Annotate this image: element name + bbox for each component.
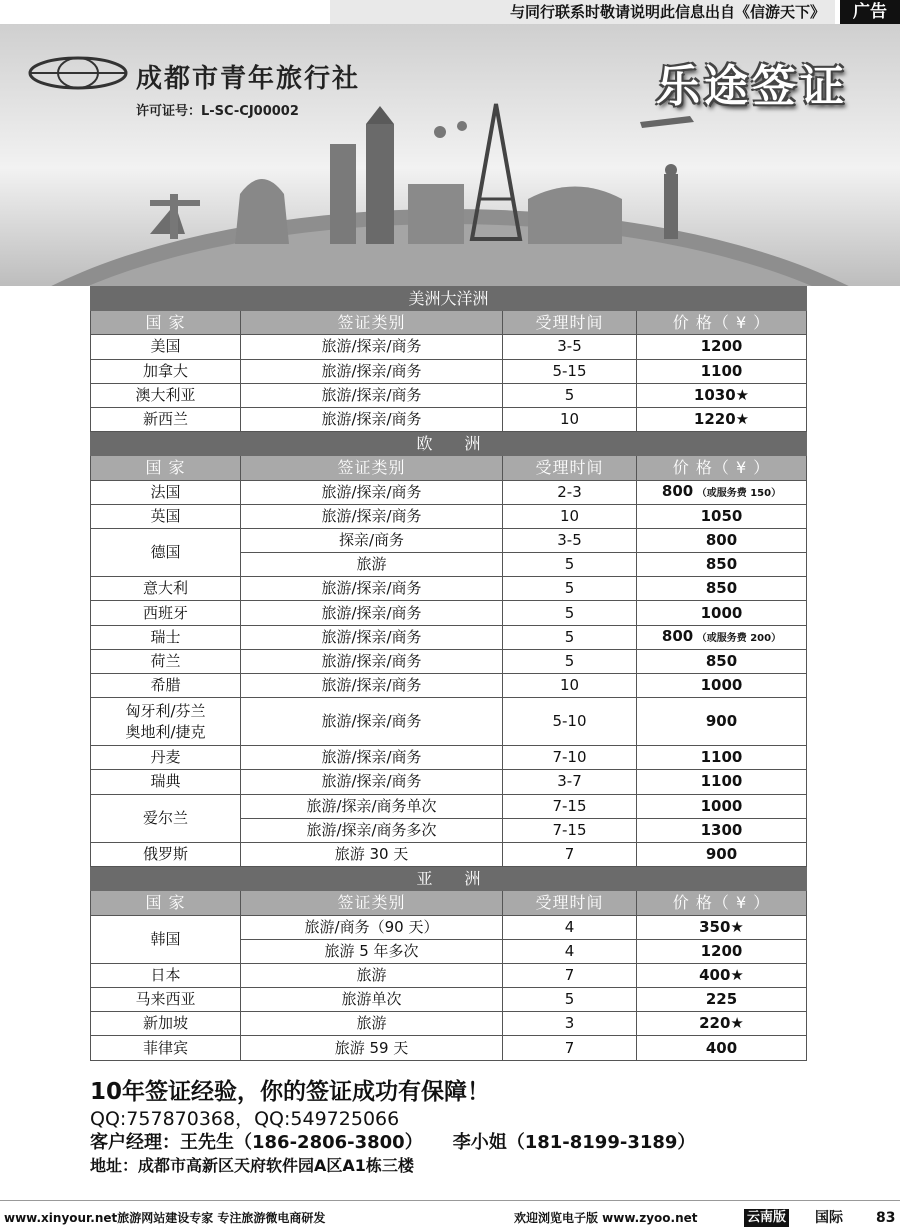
processing-time-cell: 5 — [503, 553, 637, 577]
country-cell: 德国 — [91, 528, 241, 576]
price-cell — [637, 915, 807, 939]
processing-time-cell: 5 — [503, 988, 637, 1012]
account-managers — [90, 1128, 725, 1154]
visa-type-cell: 旅游/探亲/商务 — [241, 359, 503, 383]
header-image — [0, 24, 900, 286]
region-row — [91, 287, 807, 311]
page-number: 83 — [876, 1210, 896, 1226]
price-cell — [637, 504, 807, 528]
processing-time-cell: 5 — [503, 601, 637, 625]
country-cell: 爱尔兰 — [91, 794, 241, 842]
footer-ad-text: www.xinyour.net旅游网站建设专家 专注旅游微电商研发 — [4, 1211, 326, 1225]
visa-type-cell: 旅游/探亲/商务 — [241, 504, 503, 528]
country-cell: 英国 — [91, 504, 241, 528]
table-row — [91, 528, 807, 552]
region-name: 欧 洲 — [91, 432, 807, 456]
price-value: 1200 — [700, 941, 743, 960]
price-value: 1200 — [700, 337, 743, 356]
visa-type-cell: 旅游/探亲/商务 — [241, 480, 503, 504]
processing-time-cell: 3 — [503, 1012, 637, 1036]
country-header: 国 家 — [91, 311, 241, 335]
price-value: 400★ — [699, 965, 744, 984]
price-value: 900 — [705, 712, 738, 731]
table-row — [91, 359, 807, 383]
price-value: 1030★ — [693, 385, 750, 404]
time-header: 受理时间 — [503, 311, 637, 335]
table-row — [91, 335, 807, 359]
manager-wang: 客户经理：王先生（186-2806-3800） — [90, 1132, 423, 1153]
country-name: 匈牙利/芬兰 — [125, 701, 206, 720]
processing-time-cell: 5 — [503, 625, 637, 649]
country-header: 国 家 — [91, 456, 241, 480]
agency-logo — [28, 56, 128, 90]
visa-type-cell: 旅游/探亲/商务 — [241, 625, 503, 649]
country-cell: 新加坡 — [91, 1012, 241, 1036]
country-cell: 加拿大 — [91, 359, 241, 383]
price-value: 850 — [705, 579, 738, 598]
visa-type-cell: 探亲/商务 — [241, 528, 503, 552]
table-row — [91, 770, 807, 794]
price-header: 价 格（ ¥ ） — [637, 891, 807, 915]
price-value: 1000 — [700, 603, 743, 622]
price-value: 1300 — [700, 820, 743, 839]
table-row — [91, 674, 807, 698]
region-row — [91, 867, 807, 891]
price-cell — [637, 649, 807, 673]
country-cell: 荷兰 — [91, 649, 241, 673]
price-cell — [637, 1036, 807, 1060]
processing-time-cell: 7 — [503, 842, 637, 866]
price-cell — [637, 480, 807, 504]
table-row — [91, 504, 807, 528]
processing-time-cell: 5-15 — [503, 359, 637, 383]
license-number: 许可证号：L-SC-CJ00002 — [136, 104, 299, 119]
country-cell: 意大利 — [91, 577, 241, 601]
price-cell — [637, 1012, 807, 1036]
page-footer — [0, 1206, 900, 1230]
table-row — [91, 746, 807, 770]
processing-time-cell: 5-10 — [503, 698, 637, 746]
price-cell — [637, 577, 807, 601]
processing-time-cell: 10 — [503, 407, 637, 431]
country-cell: 希腊 — [91, 674, 241, 698]
processing-time-cell: 10 — [503, 504, 637, 528]
processing-time-cell: 7-10 — [503, 746, 637, 770]
visa-type-cell: 旅游单次 — [241, 988, 503, 1012]
visa-type-cell: 旅游/探亲/商务 — [241, 335, 503, 359]
type-header: 签证类别 — [241, 456, 503, 480]
price-cell — [637, 407, 807, 431]
processing-time-cell: 5 — [503, 649, 637, 673]
brand-title: 乐途签证 — [656, 61, 848, 112]
price-cell — [637, 818, 807, 842]
address: 地址：成都市高新区天府软件园A区A1栋三楼 — [90, 1156, 414, 1175]
price-value: 850 — [705, 555, 738, 574]
header-row — [91, 311, 807, 335]
price-header: 价 格（ ¥ ） — [637, 456, 807, 480]
price-note: （或服务费 150） — [693, 487, 782, 499]
visa-type-cell: 旅游 — [241, 553, 503, 577]
visa-type-cell: 旅游/探亲/商务 — [241, 601, 503, 625]
visa-price-table — [90, 286, 806, 1061]
header-row — [91, 891, 807, 915]
table-row — [91, 480, 807, 504]
country-cell — [91, 698, 241, 746]
visa-type-cell: 旅游/探亲/商务 — [241, 770, 503, 794]
price-value: 1100 — [700, 361, 743, 380]
country-cell: 新西兰 — [91, 407, 241, 431]
price-value: 850 — [705, 651, 738, 670]
table-row — [91, 383, 807, 407]
price-cell — [637, 746, 807, 770]
country-cell: 俄罗斯 — [91, 842, 241, 866]
table-row — [91, 649, 807, 673]
visa-type-cell: 旅游 — [241, 1012, 503, 1036]
visa-type-cell: 旅游/探亲/商务 — [241, 698, 503, 746]
price-value: 1000 — [700, 796, 743, 815]
price-cell — [637, 939, 807, 963]
time-header: 受理时间 — [503, 456, 637, 480]
qq-contacts: QQ:757870368，QQ:549725066 — [90, 1108, 400, 1130]
country-cell: 丹麦 — [91, 746, 241, 770]
time-header: 受理时间 — [503, 891, 637, 915]
source-notice: 与同行联系时敬请说明此信息出自《信游天下》 — [330, 0, 835, 24]
price-cell — [637, 359, 807, 383]
price-cell — [637, 335, 807, 359]
country-cell: 澳大利亚 — [91, 383, 241, 407]
price-cell — [637, 674, 807, 698]
agency-name: 成都市青年旅行社 — [136, 64, 361, 94]
type-header: 签证类别 — [241, 311, 503, 335]
country-cell: 日本 — [91, 963, 241, 987]
price-value: 800 — [705, 530, 738, 549]
processing-time-cell: 7 — [503, 963, 637, 987]
processing-time-cell: 2-3 — [503, 480, 637, 504]
top-banner — [0, 0, 900, 24]
visa-type-cell: 旅游/探亲/商务 — [241, 674, 503, 698]
price-cell — [637, 528, 807, 552]
footer-divider — [0, 1200, 900, 1201]
table-row — [91, 915, 807, 939]
processing-time-cell: 3-5 — [503, 528, 637, 552]
price-cell — [637, 553, 807, 577]
price-value: 225 — [705, 990, 738, 1009]
footer-website: 欢迎浏览电子版 www.zyoo.net — [514, 1211, 698, 1225]
processing-time-cell: 4 — [503, 939, 637, 963]
price-note: （或服务费 200） — [693, 632, 782, 644]
processing-time-cell: 7-15 — [503, 818, 637, 842]
price-value: 400 — [705, 1038, 738, 1057]
price-value: 350★ — [699, 917, 744, 936]
price-value: 800 — [661, 481, 694, 500]
region-name: 亚 洲 — [91, 867, 807, 891]
country-name: 奥地利/捷克 — [125, 722, 206, 741]
processing-time-cell: 5 — [503, 577, 637, 601]
price-cell — [637, 963, 807, 987]
region-name: 美洲大洋洲 — [91, 287, 807, 311]
country-cell: 菲律宾 — [91, 1036, 241, 1060]
table-row — [91, 794, 807, 818]
country-cell: 西班牙 — [91, 601, 241, 625]
price-value: 900 — [705, 845, 738, 864]
price-header: 价 格（ ¥ ） — [637, 311, 807, 335]
price-cell — [637, 601, 807, 625]
manager-li: 李小姐（181-8199-3189） — [452, 1132, 696, 1153]
price-cell — [637, 625, 807, 649]
processing-time-cell: 10 — [503, 674, 637, 698]
ad-tag: 广告 — [840, 0, 900, 24]
price-cell — [637, 842, 807, 866]
table-row — [91, 988, 807, 1012]
edition-badge: 云南版 — [744, 1209, 789, 1227]
price-cell — [637, 383, 807, 407]
price-cell — [637, 988, 807, 1012]
visa-type-cell: 旅游/探亲/商务 — [241, 383, 503, 407]
country-cell: 法国 — [91, 480, 241, 504]
price-cell — [637, 794, 807, 818]
price-value: 1100 — [700, 748, 743, 767]
price-cell — [637, 698, 807, 746]
visa-type-cell: 旅游/探亲/商务多次 — [241, 818, 503, 842]
country-cell: 瑞典 — [91, 770, 241, 794]
price-value: 800 — [661, 626, 694, 645]
region-row — [91, 432, 807, 456]
table-row — [91, 1036, 807, 1060]
section-name: 国际 — [815, 1210, 843, 1226]
price-value: 220★ — [699, 1014, 744, 1033]
price-value: 1000 — [700, 676, 743, 695]
visa-type-cell: 旅游/探亲/商务 — [241, 577, 503, 601]
table-row — [91, 1012, 807, 1036]
table-row — [91, 577, 807, 601]
table-row — [91, 601, 807, 625]
visa-type-cell: 旅游/探亲/商务 — [241, 746, 503, 770]
visa-type-cell: 旅游/探亲/商务单次 — [241, 794, 503, 818]
country-cell: 美国 — [91, 335, 241, 359]
visa-type-cell: 旅游 5 年多次 — [241, 939, 503, 963]
processing-time-cell: 7 — [503, 1036, 637, 1060]
visa-type-cell: 旅游/探亲/商务 — [241, 649, 503, 673]
country-cell: 瑞士 — [91, 625, 241, 649]
processing-time-cell: 7-15 — [503, 794, 637, 818]
table-row — [91, 407, 807, 431]
country-cell: 韩国 — [91, 915, 241, 963]
processing-time-cell: 3-5 — [503, 335, 637, 359]
price-value: 1220★ — [693, 410, 750, 429]
processing-time-cell: 4 — [503, 915, 637, 939]
country-header: 国 家 — [91, 891, 241, 915]
visa-type-cell: 旅游 — [241, 963, 503, 987]
visa-type-cell: 旅游 30 天 — [241, 842, 503, 866]
price-value: 1050 — [700, 506, 743, 525]
visa-type-cell: 旅游/商务（90 天） — [241, 915, 503, 939]
price-value: 1100 — [700, 772, 743, 791]
table-row — [91, 698, 807, 746]
price-cell — [637, 770, 807, 794]
slogan: 10年签证经验，你的签证成功有保障！ — [90, 1079, 491, 1105]
table-row — [91, 963, 807, 987]
processing-time-cell: 3-7 — [503, 770, 637, 794]
visa-type-cell: 旅游 59 天 — [241, 1036, 503, 1060]
table-row — [91, 842, 807, 866]
type-header: 签证类别 — [241, 891, 503, 915]
visa-type-cell: 旅游/探亲/商务 — [241, 407, 503, 431]
processing-time-cell: 5 — [503, 383, 637, 407]
country-cell: 马来西亚 — [91, 988, 241, 1012]
table-row — [91, 625, 807, 649]
header-row — [91, 456, 807, 480]
